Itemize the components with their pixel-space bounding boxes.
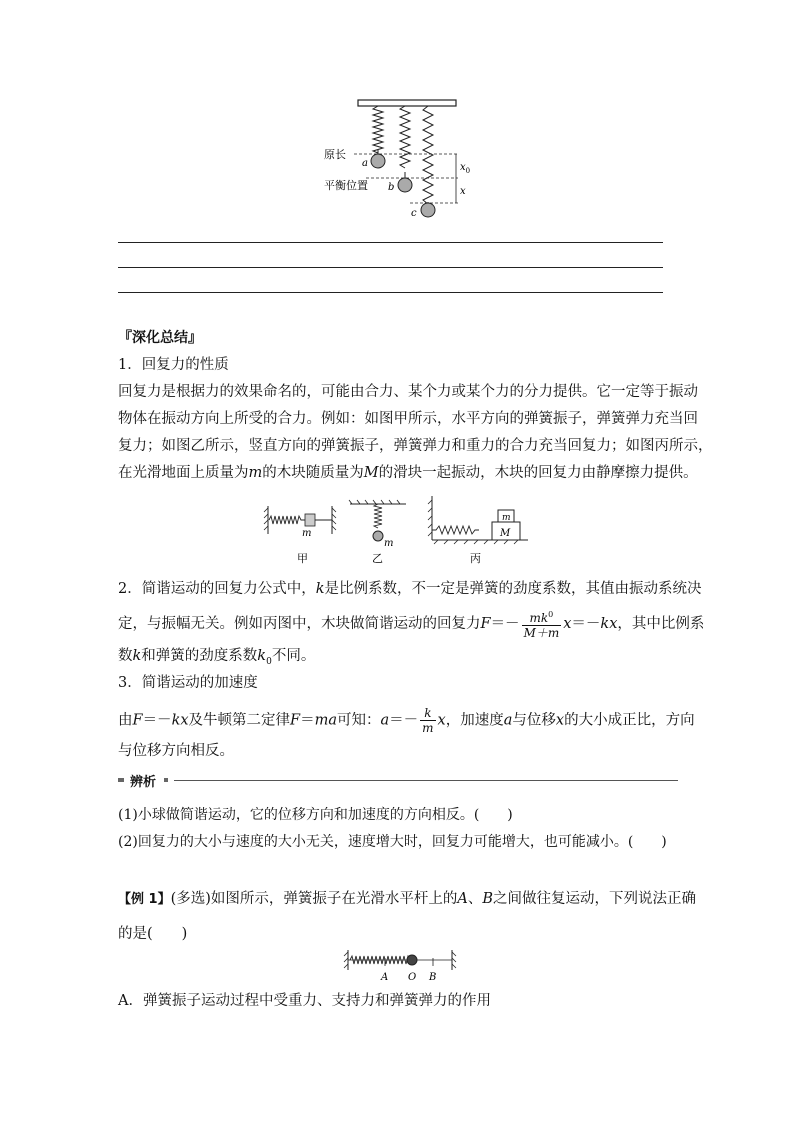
spring-c	[423, 106, 433, 204]
label-ball-c: c	[411, 208, 417, 219]
label-m-yi: m	[384, 538, 394, 549]
label-m-jia: m	[302, 528, 312, 539]
ball-c	[421, 203, 435, 217]
fraction-mk0-over-M-plus-m: $\frac{mk^0}{M+m}$	[523, 610, 560, 640]
answer-line-2	[118, 267, 663, 268]
ball-yi	[373, 531, 383, 541]
label-A: A	[381, 972, 389, 983]
figure-jia-yi-bing	[262, 494, 532, 570]
spring-jia	[269, 516, 305, 524]
s1-line-3: 复力；如图乙所示，竖直方向的弹簧振子，弹簧弹力和重力的合力充当回复力；如图丙所示，	[118, 438, 713, 454]
label-bing: 丙	[470, 552, 481, 565]
label-m-bing: m	[502, 513, 511, 523]
section-1-heading: 1．回复力的性质	[118, 357, 229, 373]
oscillator-ball	[407, 955, 417, 965]
ball-a	[371, 154, 385, 168]
ball-b	[398, 178, 412, 192]
label-natural-length: 原长	[324, 148, 346, 161]
label-O: O	[408, 972, 417, 983]
fraction-k-over-m: $\frac{k}{m}$	[422, 706, 434, 735]
label-yi: 乙	[372, 552, 383, 565]
spring-a	[373, 106, 383, 153]
option-A[interactable]: A．弹簧振子运动过程中受重力、支持力和弹簧弹力的作用	[118, 993, 491, 1009]
label-ball-b: b	[388, 182, 395, 193]
spring-b	[400, 106, 410, 168]
s1-line-1: 回复力是根据力的效果命名的，可能由合力、某个力或某个力的分力提供。它一定等于振动	[118, 384, 698, 400]
example-tag: 【例 1】	[118, 892, 171, 907]
label-ball-a: a	[362, 158, 368, 169]
bianxi-q2: (2)回复力的大小与速度的大小无关，速度增大时，回复力可能增大，也可能减小。( )	[118, 834, 667, 850]
s3-line-2: 与位移方向相反。	[118, 743, 234, 759]
label-M-bing: M	[500, 528, 511, 539]
label-x: x	[460, 186, 466, 197]
example-1-line-2: 的是( )	[118, 926, 188, 942]
summary-title: 『深化总结』	[118, 330, 202, 346]
s3-line-1: 由F＝－kx及牛顿第二定律F＝ma可知：a＝－ $\frac{k}{m}$ x，加速度a与位移x的大小成正比，方向	[118, 706, 695, 735]
answer-line-3	[118, 292, 663, 293]
bianxi-marker-2	[164, 778, 168, 782]
label-B: B	[429, 972, 437, 983]
figure-horizontal-oscillator	[342, 946, 460, 986]
spring-bing	[432, 526, 479, 534]
s2-line-2: 定，与振幅无关。例如丙图中，木块做简谐运动的回复力F＝－ $\frac{mk^0}{M+m}$ x＝－kx，其中比例系	[118, 610, 705, 640]
bianxi-rule	[174, 780, 678, 781]
spring-yi	[374, 504, 382, 528]
s2-line-1: 2．简谐运动的回复力公式中，k是比例系数，不一定是弹簧的劲度系数，其值由振动系统决	[118, 581, 702, 597]
s1-line-2: 物体在振动方向上所受的合力。例如：如图甲所示，水平方向的弹簧振子，弹簧弹力充当回	[118, 411, 698, 427]
s2-line-3: 数k和弹簧的劲度系数$k_0$不同。	[118, 648, 316, 667]
example-1-line-1: 【例 1】(多选)如图所示，弹簧振子在光滑水平杆上的A、B之间做往复运动，下列说法正确	[118, 891, 697, 907]
bianxi-marker	[118, 778, 124, 782]
label-x0: $x_0$	[460, 162, 471, 175]
s1-line-4: 在光滑地面上质量为m的木块随质量为M的滑块一起振动，木块的回复力由静摩擦力提供。	[118, 465, 698, 481]
bianxi-q1: (1)小球做简谐运动，它的位移方向和加速度的方向相反。( )	[118, 807, 513, 823]
bianxi-label: 辨析	[130, 775, 157, 790]
label-jia: 甲	[297, 552, 308, 565]
section-3-heading: 3．简谐运动的加速度	[118, 675, 258, 691]
ceiling-bar	[358, 100, 456, 106]
bianxi-header	[118, 773, 678, 790]
answer-line-1	[118, 242, 663, 243]
figure-vertical-springs	[318, 96, 478, 226]
label-equilibrium: 平衡位置	[324, 179, 368, 192]
